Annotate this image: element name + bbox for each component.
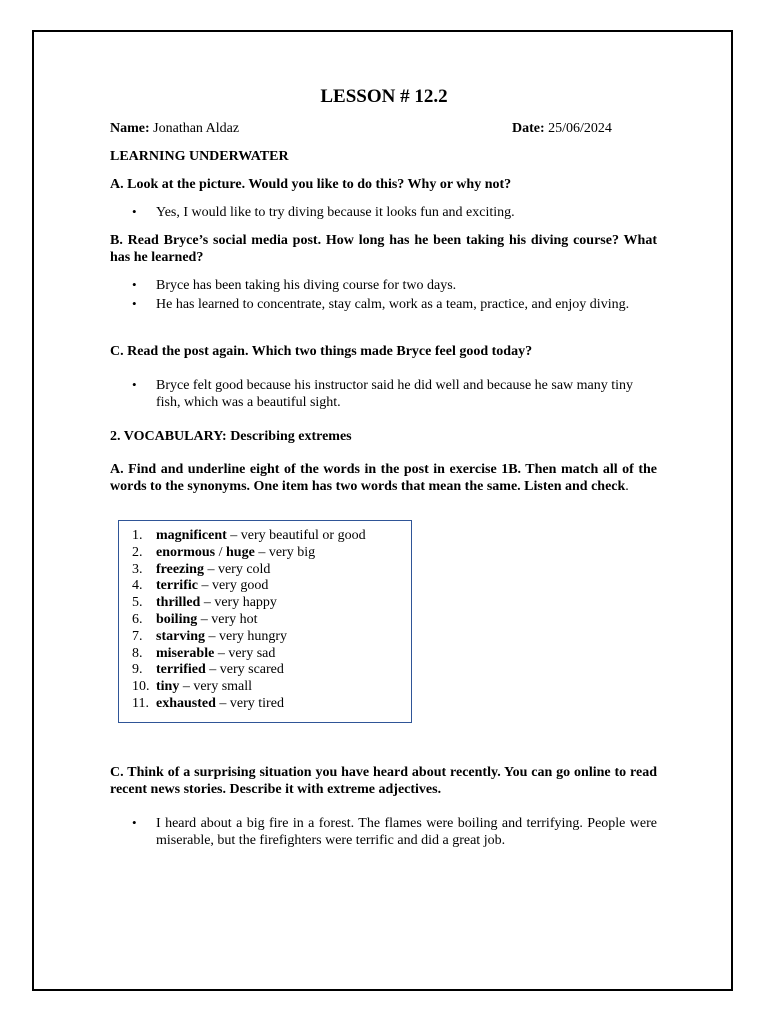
vocabulary-item: 9. terrified – very scared [132, 662, 284, 678]
question-c: C. Read the post again. Which two things made Bryce feel good today? [110, 344, 533, 359]
bullet-icon: • [132, 815, 137, 830]
answer-b-1: Bryce has been taking his diving course for two days. [156, 278, 457, 293]
vocabulary-item: 10. tiny – very small [132, 679, 253, 695]
name-value: Jonathan Aldaz [153, 121, 240, 136]
bullet-icon: • [132, 277, 137, 292]
answer-b-2: He has learned to concentrate, stay calm, work as a team, practice, and enjoy diving. [156, 297, 630, 312]
answer-c-1: Bryce felt good because his instructor said he did well and because he saw many tiny fish, which was a beautiful sight. [156, 378, 634, 410]
date-label: Date: [512, 121, 545, 136]
answer-c2-1: I heard about a big fire in a forest. The flames were boiling and terrifying. People were miserable, but the firefighters were terrific and did a great job. [156, 816, 657, 848]
lesson-title: LESSON # 12.2 [320, 86, 448, 107]
date-line [512, 120, 612, 137]
name-label: Name: [110, 121, 150, 136]
date-value: 25/06/2024 [548, 121, 612, 136]
bullet-icon: • [132, 377, 137, 392]
vocabulary-instruction-text: A. Find and underline eight of the words in the post in exercise 1B. Then match all of the words to the synonyms. One item has two words that mean the same. Listen and check [110, 462, 657, 494]
vocabulary-instruction [110, 461, 657, 495]
unit-title: LEARNING UNDERWATER [110, 149, 289, 164]
question-b: B. Read Bryce’s social media post. How long has he been taking his diving course? What has he learned? [110, 233, 657, 265]
vocabulary-item: 1. magnificent – very beautiful or good [132, 528, 366, 543]
vocabulary-item: 6. boiling – very hot [132, 611, 258, 627]
vocabulary-item: 11. exhausted – very tired [132, 695, 284, 711]
name-line [110, 120, 239, 137]
vocabulary-item: 4. terrific – very good [132, 578, 269, 594]
answer-a-1: Yes, I would like to try diving because it looks fun and exciting. [156, 205, 515, 220]
bullet-icon: • [132, 204, 137, 219]
vocabulary-item: 3. freezing – very cold [132, 561, 271, 577]
vocabulary-item: 8. miserable – very sad [132, 645, 276, 661]
vocabulary-list [132, 528, 366, 713]
vocabulary-instruction-end: . [625, 479, 629, 494]
bullet-icon: • [132, 296, 137, 311]
question-a: A. Look at the picture. Would you like to do this? Why or why not? [110, 177, 512, 192]
question-c2: C. Think of a surprising situation you have heard about recently. You can go online to read recent news stories. Describe it with extreme adjectives. [110, 765, 657, 797]
vocabulary-item: 5. thrilled – very happy [132, 595, 277, 611]
vocabulary-item: 7. starving – very hungry [132, 628, 288, 644]
vocabulary-item: 2. enormous / huge – very big [132, 544, 316, 560]
vocabulary-heading: 2. VOCABULARY: Describing extremes [110, 429, 352, 444]
